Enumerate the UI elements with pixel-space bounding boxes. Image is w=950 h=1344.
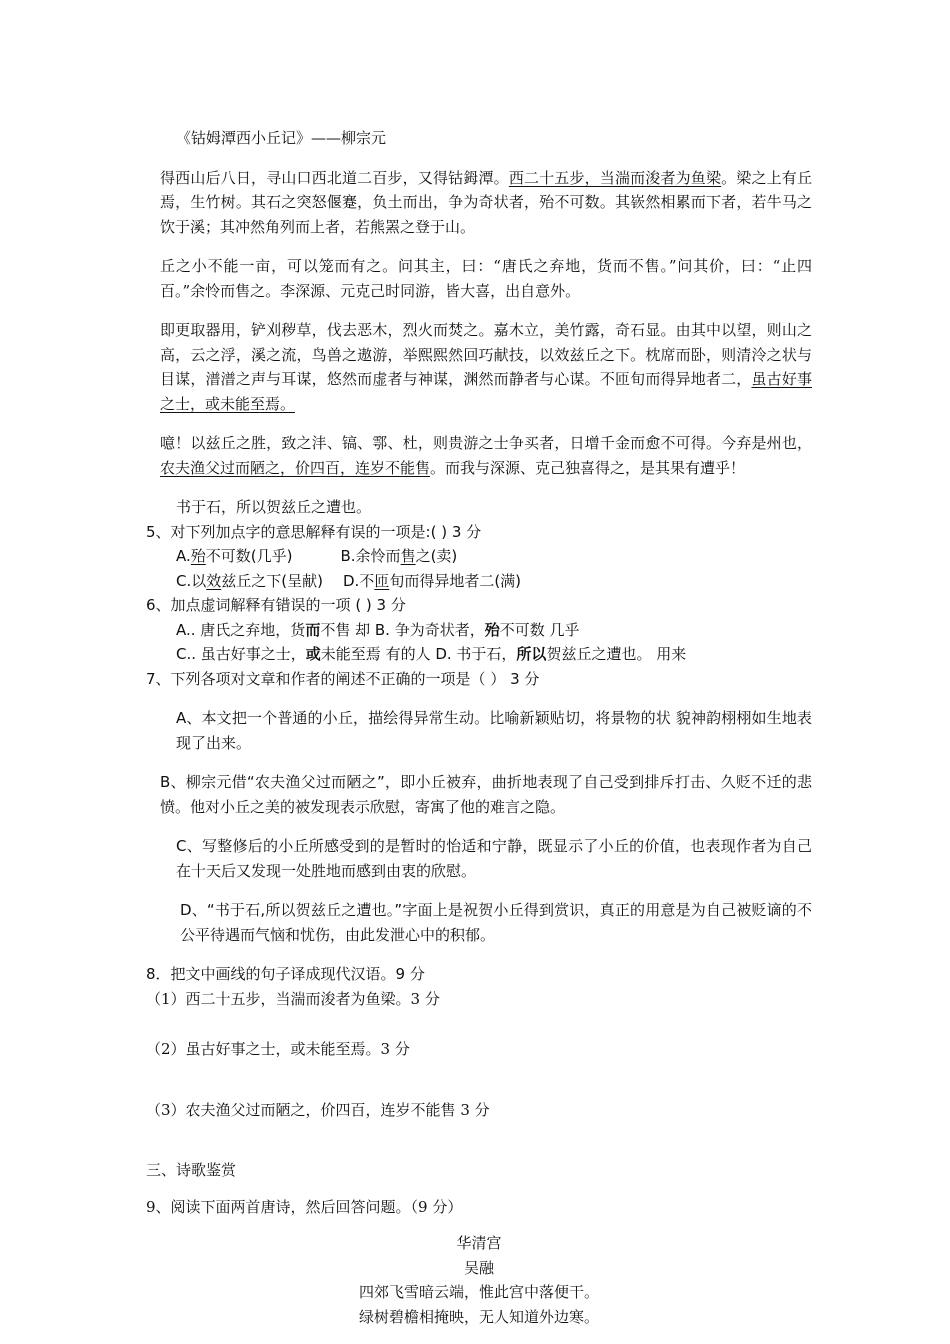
q6-stem: 6、加点虚词解释有错误的一项 ( ) 3 分: [146, 596, 406, 614]
q7-option-a: A、本文把一个普通的小丘，描绘得异常生动。比喻新颖贴切，将景物的状 貌神韵栩栩如生地表现了出来。: [176, 709, 812, 752]
p1-text-a: 得西山后八日，寻山口西北道二百步，又得钴鉧潭。: [160, 168, 509, 187]
q7-option-c: C、写整修后的小丘所感受到的是暂时的怡适和宁静，既显示了小丘的价值，也表现作者为自己在十天后又发现一处胜地而感到由衷的欣慰。: [176, 837, 812, 880]
q6-a-pre: A.. 唐氏之弃地，货: [176, 620, 306, 639]
poem-line-2: 绿树碧檐相掩映，无人知道外边寒。: [358, 1307, 599, 1326]
passage-paragraph-4: [146, 431, 812, 480]
q7-option-d: D、“书于石,所以贺兹丘之遭也。”字面上是祝贺小丘得到赏识，真正的用意是为自己被贬谪的不公平待遇而气恼和忧伤，由此发泄心中的积郁。: [180, 901, 812, 944]
q8-sentence-1: （1）西二十五步，当湍而浚者为鱼梁。3 分: [146, 989, 440, 1008]
underlined-sentence-1: 西二十五步，当湍而浚者为鱼梁: [508, 168, 722, 187]
answer-space-1: [146, 1011, 812, 1037]
spacer: [146, 1219, 812, 1231]
q5-options-ab: [146, 544, 812, 569]
q5-c-pre: C.以: [176, 571, 207, 590]
q5-option-a: [176, 547, 293, 565]
underlined-sentence-2: 虽古好事之士，或未能至焉。: [160, 370, 812, 413]
q6-d-post: 贺兹丘之遭也。 用来: [546, 645, 687, 663]
passage-paragraph-3: [146, 318, 812, 416]
p3-text-a: 即更取器用，铲刈秽草，伐去恶木，烈火而焚之。嘉木立，美竹露，奇石显。由其中以望，则山之高，云之浮，溪之流，鸟兽之遨游，举熙熙然回巧献技，以效兹丘之下。枕席而卧，则清泠之状与目谋，潽潽之声与耳谋，悠然而虚者与神谋，渊然而静者与心谋。不匝旬而得异地者二，: [160, 321, 812, 388]
q7-option-b: B、柳宗元借“农夫渔父过而陋之”，即小丘被弃，曲折地表现了自己受到排斥打击、久贬不迁的悲愤。他对小丘之美的被发现表示欣慰，寄寓了他的难言之隐。: [160, 773, 812, 816]
q5-d-dotted: 匝: [374, 571, 390, 590]
p4-text-a: 噫！以兹丘之胜，致之沣、镐、鄠、杜，则贵游之士争买者，日增千金而愈不可得。今弃是州也，: [160, 434, 812, 452]
q5-option-c: [176, 572, 323, 590]
q6-c-bold: 或: [305, 645, 321, 663]
q6-a-post: 不售 却 B. 争为奇状者，: [320, 620, 485, 639]
q6-b-post: 不可数 几乎: [499, 620, 580, 639]
underlined-sentence-3: 农夫渔父过而陋之，价四百，连岁不能售: [160, 458, 431, 477]
q5-d-pre: D.不: [342, 571, 375, 590]
q8-stem: 8．把文中画线的句子译成现代汉语。9 分: [146, 965, 425, 983]
q7-stem: 7、下列各项对文章和作者的阐述不正确的一项是（ ） 3 分: [146, 669, 540, 688]
passage-paragraph-5: 书于石，所以贺兹丘之遭也。: [176, 498, 372, 516]
q5-option-b: [341, 547, 458, 565]
section-heading-poetry: 三、诗歌鉴赏: [146, 1161, 237, 1179]
title-text: 《钴姆潭西小丘记》——柳宗元: [176, 129, 387, 147]
q5-b-dotted: 售: [400, 547, 416, 565]
poem-title: 华清宫: [456, 1234, 502, 1252]
q6-options-ab: [146, 618, 812, 643]
q6-c-pre: C.. 虽古好事之士，: [176, 645, 306, 663]
q5-c-dotted: 效: [206, 571, 222, 590]
answer-space-3: [146, 1122, 812, 1158]
document-page: [146, 126, 812, 1329]
passage-paragraph-1: [146, 166, 812, 240]
spacer: [146, 1183, 812, 1195]
q5-a-pre: A.: [176, 547, 191, 565]
p4-text-b: 。而我与深源、克己独喜得之，是其果有遭乎！: [430, 458, 746, 477]
q5-stem: 5、对下列加点字的意思解释有误的一项是:( ) 3 分: [146, 522, 482, 541]
q5-options-cd: [146, 569, 812, 594]
q6-a-bold: 而: [305, 620, 321, 639]
p1-text-b: 。梁之上有丘焉，生竹树。其石之突怒偃蹇，负土而出，争为奇状者，殆不可数。其嵚然相累而下者，若牛马之饮于溪；其冲然角列而上者，若熊罴之登于山。: [160, 168, 812, 236]
q8-sentence-2: （2）虽古好事之士，或未能至焉。3 分: [146, 1040, 410, 1058]
passage-title: [146, 126, 812, 151]
passage-paragraph-2: 丘之小不能一亩，可以笼而有之。问其主，曰：“唐氏之弃地，货而不售。”问其价，曰：“止四百。”余怜而售之。李深源、元克己时同游，皆大喜，出自意外。: [160, 257, 812, 300]
q5-b-pre: B.余怜而: [340, 547, 401, 565]
poem-line-1: 四郊飞雪暗云端，惟此宫中落便干。: [358, 1283, 599, 1301]
q5-option-d: [343, 572, 521, 590]
q5-a-post: 不可数(几乎): [205, 547, 293, 565]
q5-a-dotted: 殆: [190, 547, 206, 565]
poem-author: 吴融: [463, 1258, 494, 1277]
q5-c-post: 兹丘之下(呈献): [221, 571, 323, 590]
q6-b-bold: 殆: [484, 620, 500, 639]
q5-d-post: 旬而得异地者二(满): [389, 571, 522, 590]
q6-d-bold: 所以: [516, 645, 547, 663]
q5-b-post: 之(卖): [415, 547, 458, 565]
q6-c-post: 未能至焉 有的人 D. 书于石，: [320, 645, 517, 663]
q9-stem: 9、阅读下面两首唐诗，然后回答问题。（9 分）: [146, 1197, 463, 1216]
q8-sentence-3: （3）农夫渔父过而陋之，价四百，连岁不能售 3 分: [146, 1100, 490, 1119]
answer-space-2: [146, 1062, 812, 1098]
q6-options-cd: [146, 642, 812, 667]
